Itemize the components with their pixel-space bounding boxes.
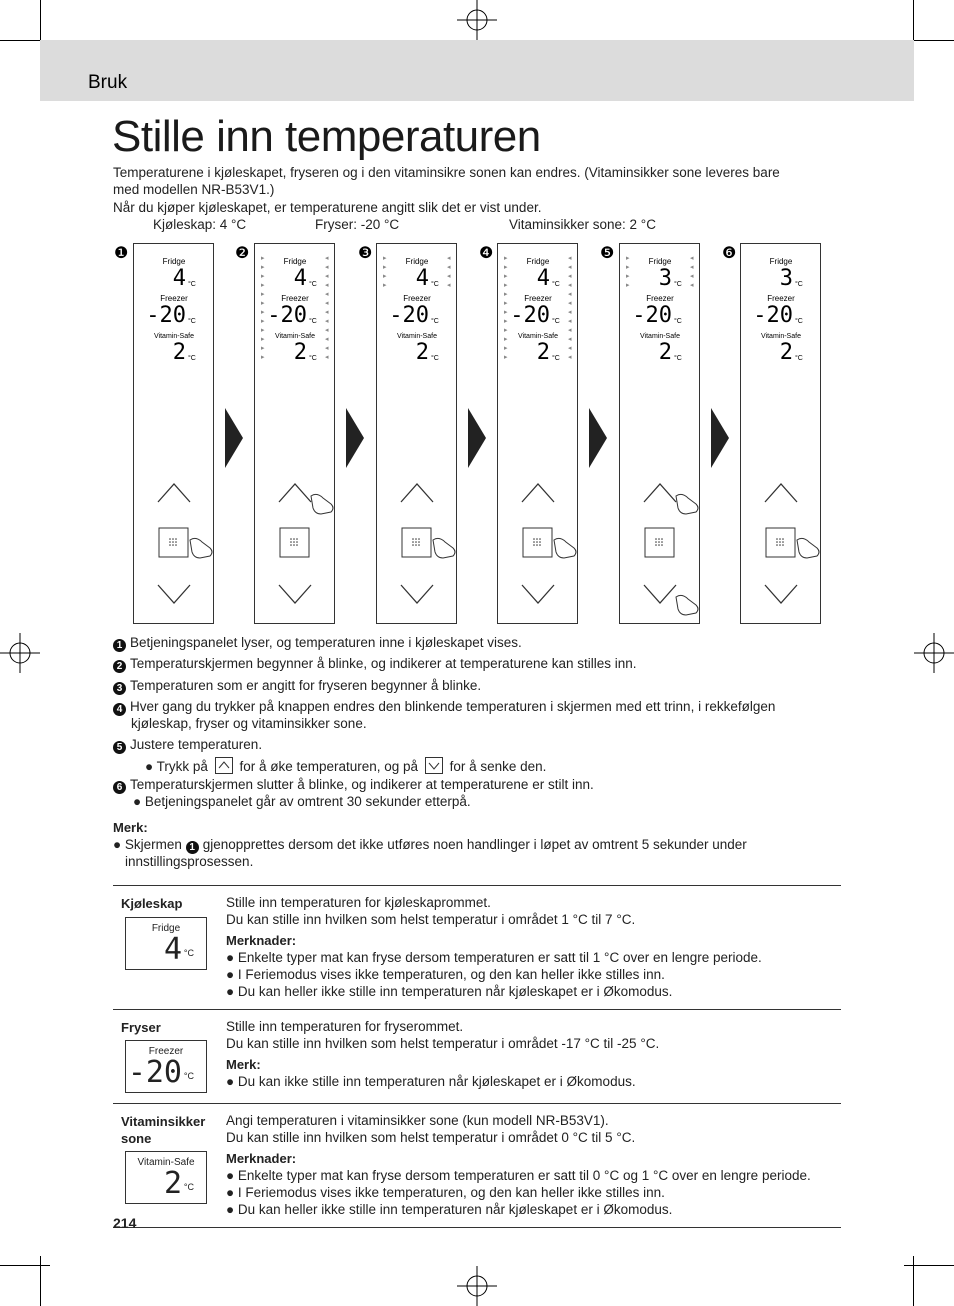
- panel-freezer-value: -20: [389, 303, 429, 328]
- panel-unit: °C: [552, 318, 560, 325]
- panel-unit: °C: [795, 281, 803, 288]
- blink-indicator-icon: ◂: [447, 282, 451, 289]
- blink-indicator-icon: ▸: [261, 264, 265, 271]
- set-button-dot: [412, 538, 414, 540]
- set-button-dot: [779, 538, 781, 540]
- step-6-bullet: ● Betjeningspanelet går av omtrent 30 sekunder etterpå.: [133, 794, 471, 809]
- lcd-vitamin: Vitamin-Safe 2 °C: [125, 1151, 207, 1204]
- blink-indicator-icon: ◂: [568, 345, 572, 352]
- up-button-icon[interactable]: [158, 484, 190, 502]
- set-button-dot: [658, 544, 660, 546]
- default-vitamin: Vitaminsikker sone: 2 °C: [509, 217, 656, 232]
- blink-indicator-icon: ▸: [504, 327, 508, 334]
- blink-indicator-icon: ▸: [261, 327, 265, 334]
- panel-step-number: ❻: [722, 245, 737, 262]
- panel-unit: °C: [431, 281, 439, 288]
- set-button-dot: [169, 538, 171, 540]
- set-button-dot: [661, 544, 663, 546]
- blink-indicator-icon: ◂: [325, 264, 329, 271]
- panel-step-number: ❶: [114, 245, 129, 262]
- down-button-icon[interactable]: [522, 585, 554, 603]
- set-button-dot: [661, 541, 663, 543]
- row-label-freezer: Fryser: [121, 1020, 161, 1035]
- panel-step-number: ❹: [479, 245, 494, 262]
- set-button-dot: [661, 538, 663, 540]
- set-button-dot: [658, 538, 660, 540]
- intro-line-1: Temperaturene i kjøleskapet, fryseren og i den vitaminsikre sonen kan endres. (Vitaminsikker sone leveres bare: [113, 165, 780, 180]
- set-button-dot: [172, 538, 174, 540]
- panel-fridge-value: 3: [779, 266, 793, 291]
- set-button-dot: [290, 538, 292, 540]
- next-step-arrow-icon: [346, 408, 364, 468]
- lcd-fridge: Fridge 4 °C: [125, 917, 207, 970]
- panel-freezer-label: Freezer: [767, 294, 795, 303]
- blink-indicator-icon: ▸: [504, 318, 508, 325]
- blink-indicator-icon: ▸: [504, 300, 508, 307]
- panel-freezer-value: -20: [632, 303, 672, 328]
- next-step-arrow-icon: [225, 408, 243, 468]
- set-button-dot: [418, 538, 420, 540]
- step-4: 4 Hver gang du trykker på knappen endres den blinkende temperaturen i skjermen med ett trinn, i rekkefølgen: [113, 698, 775, 716]
- blink-indicator-icon: ▸: [383, 273, 387, 280]
- blink-indicator-icon: ◂: [568, 354, 572, 361]
- blink-indicator-icon: ◂: [568, 282, 572, 289]
- blink-indicator-icon: ◂: [325, 345, 329, 352]
- panel-unit: °C: [309, 355, 317, 362]
- blink-indicator-icon: ◂: [325, 282, 329, 289]
- blink-indicator-icon: ▸: [626, 282, 630, 289]
- set-button-dot: [776, 541, 778, 543]
- set-button-dot: [290, 544, 292, 546]
- panel-fridge-label: Fridge: [162, 257, 186, 266]
- panel-vitamin-value: 2: [293, 340, 307, 365]
- panel-freezer-value: -20: [510, 303, 550, 328]
- down-key-icon: [425, 757, 443, 774]
- panel-unit: °C: [188, 318, 196, 325]
- control-panel-illustration: [254, 243, 335, 624]
- set-button-dot: [539, 538, 541, 540]
- down-button-icon[interactable]: [401, 585, 433, 603]
- set-button-dot: [536, 541, 538, 543]
- table-divider: [113, 1227, 841, 1228]
- blink-indicator-icon: ◂: [568, 336, 572, 343]
- panel-vitamin-value: 2: [779, 340, 793, 365]
- step-2: 2 Temperaturskjermen begynner å blinke, og indikerer at temperaturene kan stilles inn.: [113, 655, 637, 673]
- panel-fridge-value: 3: [658, 266, 672, 291]
- panel-step-number: ❸: [358, 245, 373, 262]
- blink-indicator-icon: ▸: [261, 300, 265, 307]
- finger-press-icon: [676, 494, 698, 514]
- set-button-dot: [536, 538, 538, 540]
- down-button-icon[interactable]: [158, 585, 190, 603]
- section-label: Bruk: [88, 72, 128, 93]
- set-button-dot: [172, 544, 174, 546]
- set-button-dot: [293, 541, 295, 543]
- blink-indicator-icon: ▸: [261, 255, 265, 262]
- blink-indicator-icon: ▸: [504, 354, 508, 361]
- set-button-dot: [175, 538, 177, 540]
- panel-unit: °C: [795, 355, 803, 362]
- blink-indicator-icon: ▸: [261, 282, 265, 289]
- blink-indicator-icon: ◂: [325, 291, 329, 298]
- set-button-dot: [290, 541, 292, 543]
- finger-press-icon: [554, 538, 576, 558]
- table-divider: [113, 885, 841, 886]
- blink-indicator-icon: ◂: [690, 255, 694, 262]
- crop-mark: [0, 1265, 50, 1266]
- control-panel-illustration: [376, 243, 457, 624]
- blink-indicator-icon: ◂: [568, 318, 572, 325]
- control-panel-illustration: [619, 243, 700, 624]
- blink-indicator-icon: ◂: [568, 327, 572, 334]
- panel-freezer-label: Freezer: [403, 294, 431, 303]
- blink-indicator-icon: ▸: [504, 309, 508, 316]
- up-button-icon[interactable]: [522, 484, 554, 502]
- panel-unit: °C: [188, 355, 196, 362]
- panel-vitamin-label: Vitamin-Safe: [640, 333, 680, 340]
- step-4-cont: kjøleskap, fryser og vitaminsikker sone.: [131, 716, 367, 731]
- crop-mark: [904, 1265, 954, 1266]
- panel-vitamin-value: 2: [415, 340, 429, 365]
- panel-vitamin-value: 2: [172, 340, 186, 365]
- blink-indicator-icon: ▸: [261, 318, 265, 325]
- panel-freezer-label: Freezer: [160, 294, 188, 303]
- page-title: Stille inn temperaturen: [112, 112, 541, 161]
- finger-press-icon: [190, 538, 212, 558]
- finger-press-icon: [433, 538, 455, 558]
- blink-indicator-icon: ▸: [383, 255, 387, 262]
- blink-indicator-icon: ◂: [325, 255, 329, 262]
- set-button-dot: [296, 541, 298, 543]
- down-button-icon[interactable]: [765, 585, 797, 603]
- panel-vitamin-label: Vitamin-Safe: [518, 333, 558, 340]
- blink-indicator-icon: ▸: [261, 345, 265, 352]
- finger-press-icon: [676, 595, 698, 615]
- panel-unit: °C: [674, 355, 682, 362]
- panel-freezer-value: -20: [146, 303, 186, 328]
- panel-unit: °C: [674, 281, 682, 288]
- panel-fridge-label: Fridge: [405, 257, 429, 266]
- panel-unit: °C: [188, 281, 196, 288]
- blink-indicator-icon: ◂: [568, 291, 572, 298]
- blink-indicator-icon: ◂: [447, 264, 451, 271]
- panel-vitamin-label: Vitamin-Safe: [397, 333, 437, 340]
- row-label-vitamin: Vitaminsikker sone: [121, 1114, 206, 1146]
- blink-indicator-icon: ◂: [690, 264, 694, 271]
- step-6: 6 Temperaturskjermen slutter å blinke, og indikerer at temperaturene er stilt inn.: [113, 776, 594, 794]
- blink-indicator-icon: ▸: [504, 273, 508, 280]
- finger-press-icon: [797, 538, 819, 558]
- set-button-dot: [655, 541, 657, 543]
- step-5: 5 Justere temperaturen.: [113, 736, 262, 754]
- blink-indicator-icon: ▸: [261, 291, 265, 298]
- panel-step-number: ❺: [600, 245, 615, 262]
- set-button-dot: [779, 544, 781, 546]
- blink-indicator-icon: ▸: [626, 264, 630, 271]
- registration-mark: [914, 633, 954, 673]
- set-button-dot: [533, 544, 535, 546]
- crop-mark: [913, 1256, 914, 1306]
- panel-freezer-label: Freezer: [281, 294, 309, 303]
- panel-vitamin-label: Vitamin-Safe: [154, 333, 194, 340]
- up-button-icon[interactable]: [401, 484, 433, 502]
- down-button-icon[interactable]: [644, 585, 676, 603]
- blink-indicator-icon: ▸: [504, 345, 508, 352]
- set-button-dot: [169, 541, 171, 543]
- panel-fridge-value: 4: [172, 266, 186, 291]
- panel-freezer-label: Freezer: [646, 294, 674, 303]
- set-button-dot: [533, 538, 535, 540]
- blink-indicator-icon: ▸: [626, 273, 630, 280]
- set-button-dot: [296, 538, 298, 540]
- set-button-dot: [415, 544, 417, 546]
- panel-fridge-label: Fridge: [283, 257, 307, 266]
- panel-unit: °C: [309, 281, 317, 288]
- up-button-icon[interactable]: [279, 484, 311, 502]
- set-button-dot: [172, 541, 174, 543]
- set-button-dot: [782, 538, 784, 540]
- panel-unit: °C: [431, 355, 439, 362]
- control-panel-illustration: [133, 243, 214, 624]
- registration-mark: [457, 1266, 497, 1306]
- panel-vitamin-value: 2: [658, 340, 672, 365]
- note-title: Merk:: [113, 820, 148, 835]
- blink-indicator-icon: ◂: [690, 282, 694, 289]
- set-button-dot: [776, 544, 778, 546]
- blink-indicator-icon: ▸: [504, 291, 508, 298]
- set-button-dot: [412, 544, 414, 546]
- page-number: 214: [113, 1215, 137, 1231]
- registration-mark: [457, 0, 497, 40]
- blink-indicator-icon: ◂: [568, 273, 572, 280]
- blink-indicator-icon: ◂: [325, 318, 329, 325]
- row-text-freezer: Stille inn temperaturen for fryserommet. Du kan stille inn hvilken som helst temperatur i området -17 °C til -25 °C. Merk: ● Du kan ikke stille inn temperaturen når kjøleskapet er i Økomodus.: [226, 1019, 660, 1089]
- set-button-dot: [782, 544, 784, 546]
- blink-indicator-icon: ◂: [447, 273, 451, 280]
- blink-indicator-icon: ▸: [504, 336, 508, 343]
- blink-indicator-icon: ◂: [325, 273, 329, 280]
- down-button-icon[interactable]: [279, 585, 311, 603]
- panel-unit: °C: [674, 318, 682, 325]
- registration-mark: [0, 633, 40, 673]
- next-step-arrow-icon: [711, 408, 729, 468]
- set-button-dot: [169, 544, 171, 546]
- set-button-dot: [175, 544, 177, 546]
- row-text-vitamin: Angi temperaturen i vitaminsikker sone (kun modell NR-B53V1). Du kan stille inn hvilken som helst temperatur i området 0 °C til 5 °C. Merknader: ● Enkelte typer mat kan fryse dersom temperaturen er satt til 0 °C og 1 °C over en lengre periode. ● I Feriemodus vises ikke temperaturen, og den kan heller ikke stilles inn. ● Du kan heller ikke stille inn temperaturen når kjøleskapet er i Økomodus.: [226, 1113, 811, 1217]
- panel-unit: °C: [552, 355, 560, 362]
- blink-indicator-icon: ▸: [383, 282, 387, 289]
- panel-fridge-value: 4: [415, 266, 429, 291]
- note-line-1: ● Skjermen 1 gjenopprettes dersom det ikke utføres noen handlinger i løpet av omtrent 5 sekunder under: [113, 837, 747, 853]
- panel-vitamin-value: 2: [536, 340, 550, 365]
- lcd-freezer: Freezer -20 °C: [125, 1040, 207, 1093]
- blink-indicator-icon: ◂: [447, 255, 451, 262]
- control-panel-illustration: [497, 243, 578, 624]
- crop-mark: [40, 1256, 41, 1306]
- panel-vitamin-label: Vitamin-Safe: [761, 333, 801, 340]
- blink-indicator-icon: ◂: [568, 300, 572, 307]
- blink-indicator-icon: ◂: [325, 354, 329, 361]
- panel-vitamin-label: Vitamin-Safe: [275, 333, 315, 340]
- up-button-icon[interactable]: [644, 484, 676, 502]
- set-button-dot: [655, 544, 657, 546]
- default-fridge: Kjøleskap: 4 °C: [153, 217, 247, 232]
- blink-indicator-icon: ◂: [325, 300, 329, 307]
- panel-fridge-label: Fridge: [526, 257, 550, 266]
- panel-unit: °C: [795, 318, 803, 325]
- blink-indicator-icon: ▸: [504, 264, 508, 271]
- panel-freezer-value: -20: [267, 303, 307, 328]
- blink-indicator-icon: ▸: [626, 255, 630, 262]
- set-button-dot: [536, 544, 538, 546]
- blink-indicator-icon: ◂: [568, 264, 572, 271]
- up-key-icon: [215, 757, 233, 774]
- blink-indicator-icon: ▸: [504, 255, 508, 262]
- step-5-bullet: ● Trykk på for å øke temperaturen, og på for å senke den.: [145, 759, 547, 774]
- panel-fridge-label: Fridge: [769, 257, 793, 266]
- panel-fridge-label: Fridge: [648, 257, 672, 266]
- panel-unit: °C: [552, 281, 560, 288]
- blink-indicator-icon: ◂: [325, 309, 329, 316]
- set-button-dot: [175, 541, 177, 543]
- note-line-2: innstillingsprosessen.: [125, 854, 254, 869]
- set-button-dot: [296, 544, 298, 546]
- table-divider: [113, 1009, 841, 1010]
- blink-indicator-icon: ◂: [690, 273, 694, 280]
- set-button-dot: [539, 544, 541, 546]
- blink-indicator-icon: ▸: [261, 354, 265, 361]
- set-button-dot: [418, 544, 420, 546]
- panel-freezer-value: -20: [753, 303, 793, 328]
- blink-indicator-icon: ▸: [261, 309, 265, 316]
- blink-indicator-icon: ◂: [568, 309, 572, 316]
- blink-indicator-icon: ◂: [325, 327, 329, 334]
- set-button-dot: [658, 541, 660, 543]
- set-button-dot: [782, 541, 784, 543]
- blink-indicator-icon: ◂: [325, 336, 329, 343]
- next-step-arrow-icon: [468, 408, 486, 468]
- panel-unit: °C: [431, 318, 439, 325]
- set-button-dot: [415, 538, 417, 540]
- set-button-dot: [776, 538, 778, 540]
- set-button-dot: [412, 541, 414, 543]
- step-3: 3 Temperaturen som er angitt for fryseren begynner å blinke.: [113, 677, 481, 695]
- row-label-fridge: Kjøleskap: [121, 896, 183, 911]
- blink-indicator-icon: ▸: [383, 264, 387, 271]
- blink-indicator-icon: ▸: [504, 282, 508, 289]
- panel-unit: °C: [309, 318, 317, 325]
- panel-step-number: ❷: [235, 245, 250, 262]
- panel-freezer-label: Freezer: [524, 294, 552, 303]
- step-1: 1 Betjeningspanelet lyser, og temperaturen inne i kjøleskapet vises.: [113, 634, 522, 652]
- set-button-dot: [539, 541, 541, 543]
- blink-indicator-icon: ▸: [261, 273, 265, 280]
- finger-press-icon: [311, 494, 333, 514]
- set-button-dot: [415, 541, 417, 543]
- panel-fridge-value: 4: [293, 266, 307, 291]
- set-button-dot: [293, 544, 295, 546]
- set-button-dot: [655, 538, 657, 540]
- row-text-fridge: Stille inn temperaturen for kjøleskaprommet. Du kan stille inn hvilken som helst temperatur i området 1 °C til 7 °C. Merknader: ● Enkelte typer mat kan fryse dersom temperaturen er satt til 1 °C over en lengre periode. ● I Feriemodus vises ikke temperaturen, og den kan heller ikke stilles inn. ● Du kan heller ikke stille inn temperaturen når kjøleskapet er i Økomodus.: [226, 895, 762, 999]
- up-button-icon[interactable]: [765, 484, 797, 502]
- intro-line-2: med modellen NR-B53V1.): [113, 182, 275, 197]
- table-divider: [113, 1103, 841, 1104]
- default-freezer: Fryser: -20 °C: [315, 217, 400, 232]
- set-button-dot: [779, 541, 781, 543]
- next-step-arrow-icon: [589, 408, 607, 468]
- set-button-dot: [533, 541, 535, 543]
- intro-line-3: Når du kjøper kjøleskapet, er temperaturene angitt slik det er vist under.: [113, 200, 542, 215]
- set-button-dot: [418, 541, 420, 543]
- blink-indicator-icon: ▸: [261, 336, 265, 343]
- panel-fridge-value: 4: [536, 266, 550, 291]
- set-button-dot: [293, 538, 295, 540]
- blink-indicator-icon: ◂: [568, 255, 572, 262]
- header-band: [40, 40, 914, 101]
- control-panel-illustration: [740, 243, 821, 624]
